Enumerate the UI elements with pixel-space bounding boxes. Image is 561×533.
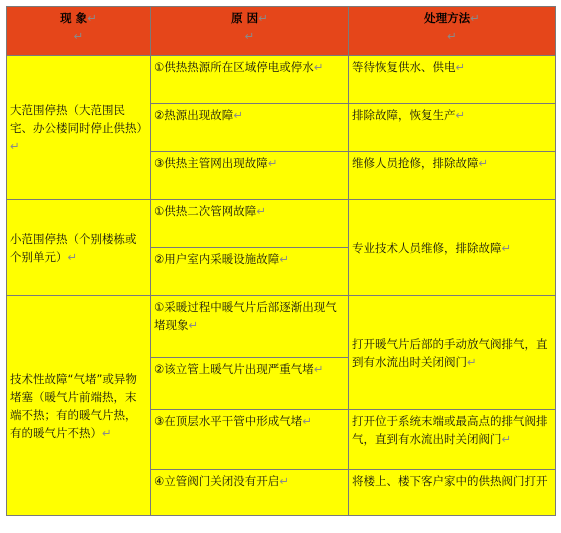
phenomenon-cell: 技术性故障“气堵”或异物堵塞（暖气片前端热，末端不热；有的暖气片热，有的暖气片不热）↵ — [7, 296, 151, 516]
cause-cell: ①采暖过程中暖气片后部逐渐出现气堵现象↵ — [151, 296, 349, 358]
paragraph-mark: ↵ — [470, 11, 480, 25]
paragraph-mark: ↵ — [258, 11, 268, 25]
cause-cell: ②热源出现故障↵ — [151, 104, 349, 152]
table-row — [7, 56, 556, 104]
cause-cell: ①供热二次管网故障↵ — [151, 200, 349, 248]
paragraph-mark: ↵ — [87, 11, 97, 25]
method-cell: 排除故障，恢复生产↵ — [349, 104, 556, 152]
cause-cell: ②该立管上暖气片出现严重气堵↵ — [151, 358, 349, 410]
cause-cell: ③在顶层水平干管中形成气堵↵ — [151, 410, 349, 470]
cause-cell: ②用户室内采暖设施故障↵ — [151, 248, 349, 296]
method-cell: 专业技术人员维修，排除故障↵ — [349, 200, 556, 296]
paragraph-mark: ↵ — [447, 29, 457, 43]
table-row — [7, 296, 556, 358]
method-cell: 等待恢复供水、供电↵ — [349, 56, 556, 104]
paragraph-mark: ↵ — [244, 29, 255, 43]
header-row — [7, 7, 556, 56]
header-cause: 原 因↵ ↵ — [151, 7, 349, 56]
method-cell: 将楼上、楼下客户家中的供热阀门打开 — [349, 470, 556, 516]
cause-cell: ③供热主管网出现故障↵ — [151, 152, 349, 200]
paragraph-mark: ↵ — [73, 29, 84, 43]
cause-cell: ①供热热源所在区域停电或停水↵ — [151, 56, 349, 104]
phenomenon-cell: 大范围停热（大范围民宅、办公楼同时停止供热）↵ — [7, 56, 151, 200]
header-phenomenon: 现 象↵ ↵ — [7, 7, 151, 56]
header-method: 处理方法↵ ↵ — [349, 7, 556, 56]
cause-cell: ④立管阀门关闭没有开启↵ — [151, 470, 349, 516]
method-cell: 维修人员抢修，排除故障↵ — [349, 152, 556, 200]
phenomenon-cell: 小范围停热（个别楼栋或个别单元）↵ — [7, 200, 151, 296]
heating-fault-table — [6, 6, 556, 516]
table-row — [7, 200, 556, 248]
method-cell: 打开位于系统末端或最高点的排气阀排气，直到有水流出时关闭阀门↵ — [349, 410, 556, 470]
method-cell: 打开暖气片后部的手动放气阀排气，直到有水流出时关闭阀门↵ — [349, 296, 556, 410]
